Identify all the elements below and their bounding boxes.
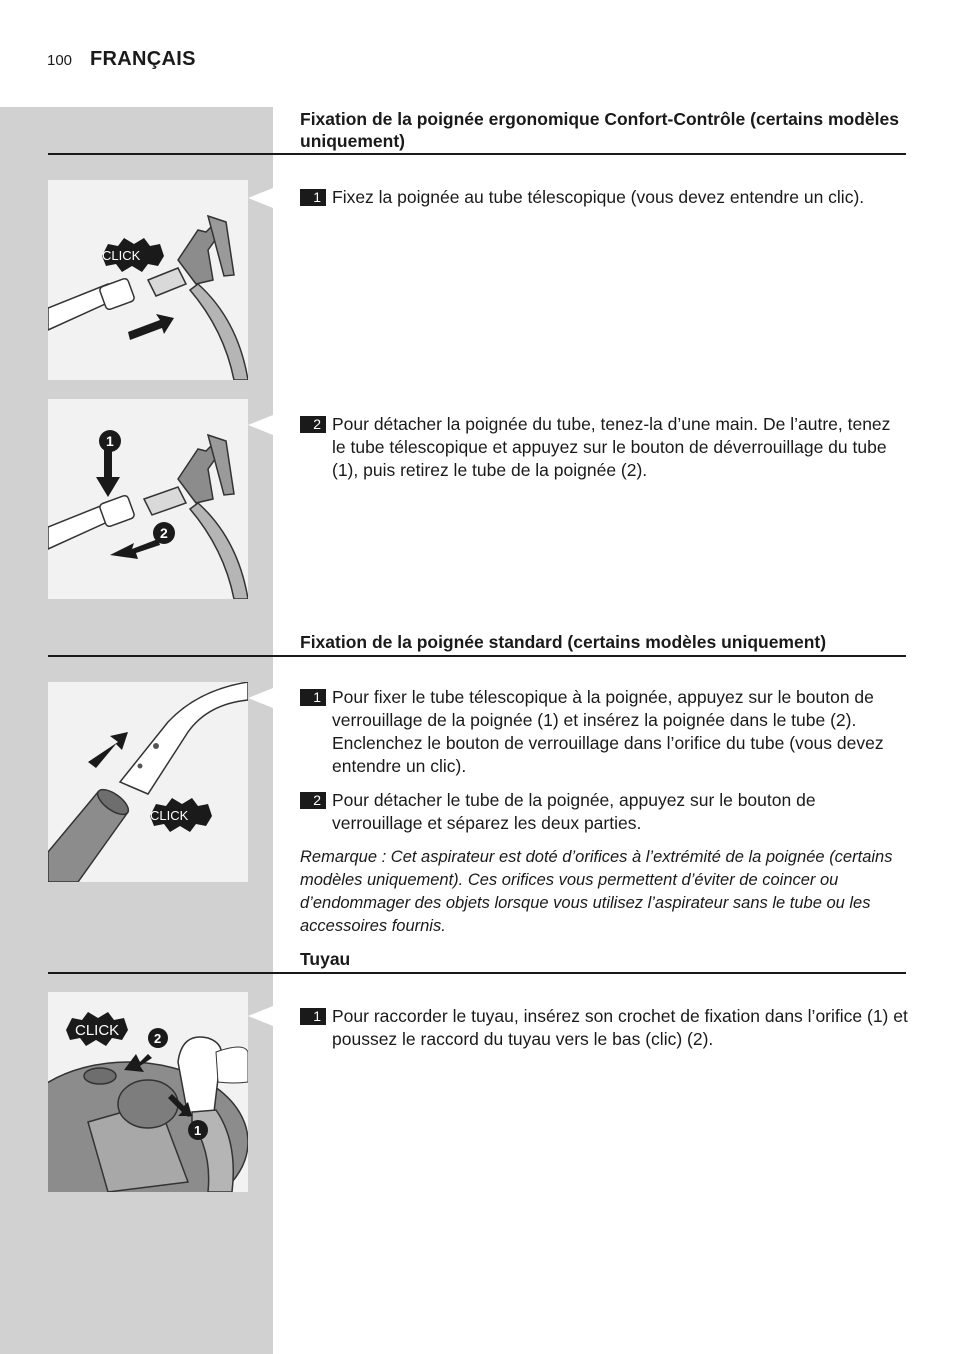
figure-hose	[48, 992, 248, 1192]
step-number: 2	[300, 416, 326, 433]
note-handle-orifices: Remarque : Cet aspirateur est doté d’orifices à l’extrémité de la poignée (certains modèles uniquement). Ces orifices vous permettent d’éviter de coincer ou d’endommager des objets lorsque vous utilisez l’aspirateur sans le tube ou les accessoires fournis.	[300, 848, 893, 935]
figure-standard-handle	[48, 682, 248, 882]
step-detach-handle	[300, 413, 908, 482]
step-text: Pour détacher le tube de la poignée, appuyez sur le bouton de verrouillage et séparez les deux parties.	[332, 790, 816, 833]
figure-detach-handle	[48, 399, 248, 599]
step-number: 1	[300, 689, 326, 706]
marker-1-badge	[99, 430, 121, 452]
step-text: Pour raccorder le tuyau, insérez son crochet de fixation dans l’orifice (1) et poussez le raccord du tuyau vers le bas (clic) (2).	[332, 1006, 908, 1049]
section-rule	[48, 153, 906, 155]
step-text: Fixez la poignée au tube télescopique (vous devez entendre un clic).	[332, 187, 865, 207]
hose-illustration	[48, 992, 248, 1192]
step-number: 1	[300, 189, 326, 206]
page-number: 100	[47, 52, 73, 69]
click-badge	[102, 238, 164, 272]
marker-2-badge	[148, 1028, 168, 1048]
step-text: Pour fixer le tube télescopique à la poignée, appuyez sur le bouton de verrouillage de la poignée (1) et insérez la poignée dans le tube (2). Enclenchez le bouton de verrouillage dans l’orifice du tube (vous devez entendre un clic).	[332, 687, 884, 776]
click-label: CLICK	[75, 1022, 120, 1039]
section-title-standard-handle: Fixation de la poignée standard (certains modèles uniquement)	[300, 632, 827, 652]
figure-pointer	[248, 188, 273, 208]
marker-2: 2	[160, 525, 168, 541]
section-rule	[48, 972, 906, 974]
step-text: Pour détacher la poignée du tube, tenez-la d’une main. De l’autre, tenez le tube télescopique et appuyez sur le bouton de déverrouillage du tube (1), puis retirez le tube de la poignée (2).	[332, 414, 891, 480]
step-number: 2	[300, 792, 326, 809]
step-attach-handle	[300, 186, 908, 209]
figure-pointer	[248, 1006, 273, 1026]
step-detach-tube	[300, 789, 908, 835]
click-label: CLICK	[150, 808, 189, 823]
figure-attach-handle	[48, 180, 248, 380]
step-attach-tube	[300, 686, 908, 778]
figure-pointer	[248, 415, 273, 435]
section-rule	[48, 655, 906, 657]
marker-1-badge	[188, 1120, 208, 1140]
arrow-left-icon	[110, 539, 160, 559]
marker-2: 2	[154, 1031, 162, 1046]
click-label: CLICK	[102, 248, 141, 263]
arrow-down-left-icon	[88, 732, 128, 768]
marker-1: 1	[106, 433, 114, 449]
marker-2-badge	[153, 522, 175, 544]
marker-1: 1	[194, 1123, 202, 1138]
figure-pointer	[248, 688, 273, 708]
attach-handle-illustration	[48, 180, 248, 380]
click-badge	[150, 798, 212, 832]
detach-handle-illustration	[48, 399, 248, 599]
section-title-ergonomic-handle: Fixation de la poignée ergonomique Confort-Contrôle (certains modèles uniquement)	[300, 109, 899, 151]
section-title-hose: Tuyau	[300, 949, 351, 969]
arrow-down-icon	[96, 449, 120, 497]
step-attach-hose	[300, 1005, 908, 1051]
step-number: 1	[300, 1008, 326, 1025]
page-language-title: FRANÇAIS	[90, 48, 196, 70]
click-badge	[66, 1012, 128, 1046]
standard-handle-illustration	[48, 682, 248, 882]
